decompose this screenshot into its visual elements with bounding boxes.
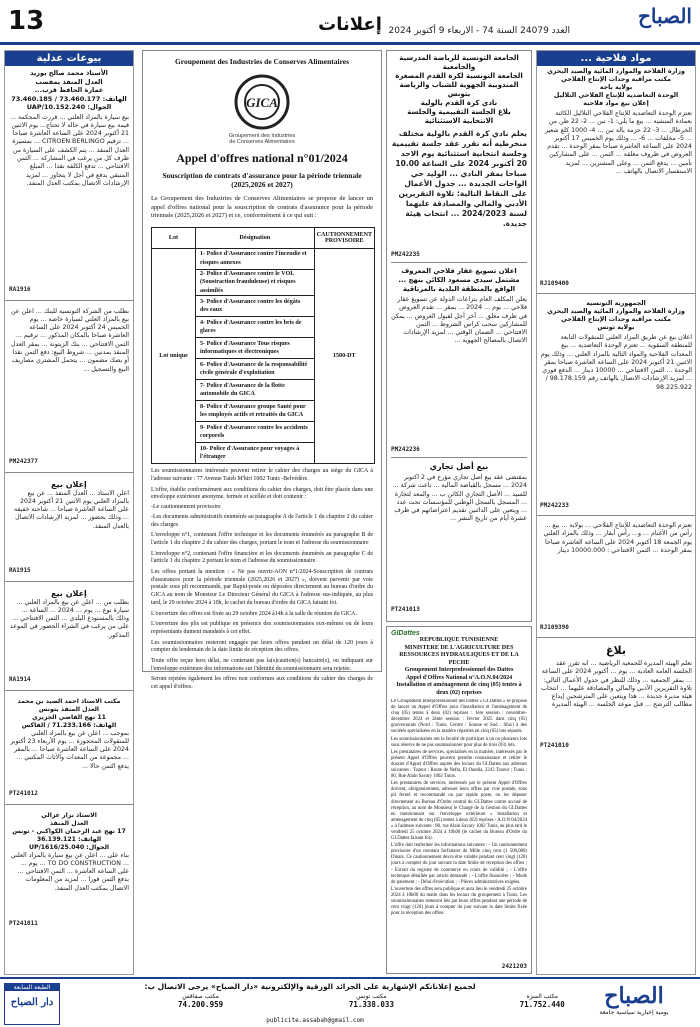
designation-cell: 4- Police d'Assurance contre les bris de glaces: [196, 317, 315, 338]
business-sale-head: بيع أصل تجاري: [429, 462, 489, 471]
footer-contact-tunis-label: مكتب تونس: [356, 993, 387, 1000]
tender-title: Appel d'offres national n°01/2024: [176, 151, 348, 165]
footer-email[interactable]: publicite.assabah@gmail.com: [266, 1017, 364, 1024]
issue-line: العدد 24079 السنة 74 - الاربعاء 9 أكتوبر 2024: [388, 26, 570, 36]
separator: [391, 457, 527, 458]
gica-logo-caption: Groupement des Industries de Conserves Alimentaires: [228, 133, 296, 145]
footer-left-logo: [4, 983, 60, 1025]
footer-contact-menzah-phone[interactable]: 71.752.440: [519, 1000, 565, 1009]
lease-notice-ref: PM242236: [391, 446, 420, 453]
tender-p7: Les offres portant la mention : « Ne pas ouvrir-AON n°1/2024-Souscription de contrats d'assurances pour la période triennale (2025,2026 et 2027) », doivent parvenir par voie postale sous pli recommandé, par Rapid-poste ou déposées directement au bureau d'ordre du GICA au nom de Monsieur Le Directeur Général du GICA à l'adresse sus-indiquée, au plus tard, le 29 octobre 2024 à 10h, le cachet du bureau d'ordre du GICA faisant foi.: [151, 569, 373, 606]
ad-4-ref: RA1914: [9, 675, 31, 683]
tender-p9: L'ouverture des plis est publique en présence des soumissionnaires eux-mêmes ou de leurs représentants dument mandatés à cet effet.: [151, 621, 373, 635]
tender-p10: Les soumissionnaires resteront engagés par leurs offres pendant un délai de 120 jours à compter du lendemain de la date limite de réception des offres.: [151, 639, 373, 654]
notice-ad-ref: PT241010: [540, 742, 569, 749]
designation-cell: 6- Police d'Assurance de la responsabilité civile générale d'exploitation: [196, 359, 315, 380]
section-title: إعلانات: [318, 14, 382, 35]
ad-1-ref: RA1916: [9, 285, 31, 293]
right-column-title: ... مواد فلاحية: [537, 51, 695, 66]
separator: [537, 637, 695, 638]
ad-5-body: بموجب ... أعلن عن بيع بالمزاد العلني للمنقولات المحجوزة ... يوم الأربعاء 23 أكتوبر 2024 على الساعة العاشرة صباحا ... بالمقر ... مجموعة من المعدات والأثاث المكتبي ... يدفع الثمن حالا ...: [10, 729, 129, 770]
separator: [391, 262, 527, 263]
lots-header-designation: Désignation: [196, 227, 315, 248]
caution-cell: 1500-DT: [314, 248, 374, 464]
ad-block-3: [5, 477, 133, 577]
farm-ad-3: [537, 520, 695, 633]
notice-ad-head: بلاغ: [606, 644, 626, 657]
lots-header-caution: CAUTIONNEMENT PROVISOIRE: [314, 227, 374, 248]
designation-cell: 9- Police d'Assurance contre les accidents corporels: [196, 422, 315, 443]
mid-arabic-column: [386, 50, 532, 622]
separator: [5, 690, 133, 691]
club-notice-head: الجامعة التونسية للرياضة المدرسية والجامعية الجامعة التونسية لكرة القدم المصغرة المندوبية الجهوية للشباب والرياضة بتونس نادي كرة القدم بالولية بلاغ الجلسة التقييمية والجلسة الانتخابية الاستثنائية: [395, 54, 523, 125]
ad-5-head: مكتب الاستاذ احمد الصيد بن محمد العدل المنفذ بتونس 11 نهج القاضي الجزيري الهاتف: 71.233.166 / الفاكس: [17, 697, 121, 729]
separator: [5, 804, 133, 805]
separator: [537, 515, 695, 516]
farm-ad-2-body: اعلان بيع عن طريق المزاد العلني للمنقولات التابعة للمنطقة السقوية ... تعتزم الوحدة التعاضدية ... بيع المعدات الفلاحية والمواد التالية بالمزاد العلني ... وذلك يوم الاثنين 21 أكتوبر 2024 على الساعة العاشرة صباحا بمقر الوحدة ... الثمن الافتتاحي ... 10000 دينار ... الدفع فوري ... لمزيد الإرشادات الاتصال بالهاتف رقم 98.178.159 / 98.225.922: [540, 334, 692, 391]
ad-4-body: بطلب من ... أعلن عن بيع بالمزاد العلني ... سيارة نوع ... يوم ... 2024 ... الساعة ... وذلك بالمستودع البلدي ... الثمن الافتتاحي ... على من يرغب في الشراء الحضور في الموعد المذكور.: [9, 598, 129, 639]
page-footer: [0, 977, 700, 1027]
farm-ad-1: [537, 66, 695, 289]
lot-cell: Lot unique: [152, 248, 196, 464]
dattes-body: [391, 699, 527, 961]
gidattes-logo: GIDattes: [391, 630, 420, 637]
tender-intro: Le Groupement des Industries de Conserves Alimentaires se propose de lancer un appel d'offres national pour la souscription de contrats d'assurance pour la période triennale (2025,2026 et 2027) et ce, conformément à ce qui suit :: [151, 195, 373, 220]
dattes-body-5: L'offre doit renfermer les informations suivantes : - Un cautionnement provisoire d'un montant forfaitaire de Mille cinq cent (1 500,000) Dinars. Ce cautionnement devra être valable pendant cent vingt (120) jours à compter du jour suivant la date limite de réception des offres ; - Extrait du registre de commerce en cours de validité ; - L'offre technique détaillée par article demandé ; - L'offre financière ; - Mode de paiement ; - Délai d'exécution ; - Pièces administratives exigées.: [391, 843, 527, 885]
footer-right-logo: [574, 983, 694, 1025]
dattes-body-6: L'ouverture des offres sera publique et aura lieu le vendredi 25 octobre 2024 à 10h00 du matin dans les locaux du groupement à Tunis. Les soumissionnaires resteront liés par leurs offres pendant une période de cent vingt (120) jours à compter du jour suivant la date limite fixée pour la réception des offres.: [391, 886, 527, 917]
business-sale-ref: PT241013: [391, 606, 420, 613]
dattes-h3: Groupement Interprofessionnel des Dattes: [404, 667, 514, 673]
ad-1-body: بيع سيارة بالمزاد العلني ... قررت المحكمة ... قيمة بيع سيارة في حالة لا تحتاج... يوم الاثنين 21 أكتوبر 2024 على الساعة العاشرة صباحا ... ترقيم CITROEN BERLINGO ... بمسيرة العدل المنفذ ... يتم الكشف على السيارة من طرف كل من يرغب في المشاركة ... الثمن الافتتاحي ... تدفع الكلفة نقدا ... المبلغ المتبقي يدفع في أجل لا يتجاوز ... لمزيد الإرشادات الاتصال بمكتب العدل المنفذ.: [10, 113, 129, 187]
ad-2-ref: PM242377: [9, 457, 38, 465]
lots-table-header-row: [152, 227, 375, 248]
lots-header-lot: Lot: [152, 227, 196, 248]
club-notice-body: يعلم نادي كرة القدم بالولية مختلف منخرطيه أنه تقرر عقد جلسة تقييمية وجلسة انتخابية استثنائية يوم الاحد 20 أكتوبر 2024 على الساعة 10.00 صباحا بمقر النادي ... الوليد حي الواحات الجديدة ... جدول الأعمال على النقاط التالية: تلاوة التقريرين الأدبي والمالي والمصادقة عليهما لسنة 2024/2023 ... انتخاب هيئة جديدة.: [391, 129, 527, 228]
designation-cell: 3- Police d'Assurance contre les dégâts des eaux: [196, 296, 315, 317]
footer-right-logo-text: الصباح: [604, 983, 664, 1009]
ad-2-body: بطلب من الشركة التونسية للبنك ... أعلن عن بيع بالمزاد العلني لسيارة خاصة ... يوم الخميس 24 أكتوبر 2024 على الساعة العاشرة صباحا بالمكان المذكور ... ترقيم ... الثمن الافتتاحي ... بنك الزيتونة ... بمقر العدل المنفذ بمدنين ... شروط البيع: دفع الثمن نقدا أو بصك مضمون ... يتحمل المشتري مصاريف البيع والتسجيل ...: [10, 307, 129, 373]
dattes-h4: Appel d'Offres National n°A.O.N.04/2024: [405, 674, 513, 681]
separator: [5, 472, 133, 473]
tender-p6: L'enveloppe n°2, contenant l'offre financière et les documents énumérés au paragraphe C de l'article 1 du chapitre 2 portant le nom et l'adresse du soumissionnaire.: [151, 550, 373, 565]
ad-block-4: [5, 586, 133, 686]
tender-p5: L'enveloppe n°1, contenant l'offre technique et les documents énumérés au paragraphe B de l'article 1 du chapitre 2 du cahier des charges, portant le nom et l'adresse du soumissionnaire: [151, 532, 373, 546]
ad-block-2: [5, 305, 133, 468]
header-rule: [0, 42, 700, 45]
separator: [5, 300, 133, 301]
dattes-ref: 2421203: [501, 963, 527, 970]
tender-p12: Seront rejetées également les offres non conformes aux conditions du cahier des charges de cet appel d'offres.: [151, 676, 373, 691]
footer-contact-sfax: [60, 993, 228, 1009]
footer-contacts: [60, 993, 570, 1009]
farm-ad-1-ref: RJ109400: [540, 280, 569, 287]
lease-notice-head: اعلان تسويغ عقار فلاحي المعروف مشتمل سيدي مسعود الكائن بنهج ... الواقع بالمنطقة البلدية بالمرناقية: [398, 267, 520, 293]
footer-contact-line: لجميع إعلاناتكم الإشهارية على الجرائد الورقية والإلكترونية «دار الصباح» يرجى الاتصال ب:: [144, 982, 476, 991]
designation-cell: 8- Police d'Assurance groupe Santé pour les employés actifs et retraités du GICA: [196, 401, 315, 422]
lots-table-body: [152, 248, 375, 464]
dattes-body-1: Le Groupement Interprofessionnel des Dattes « GI.Dattes » se propose de lancer un Appel d'Offres pour l'installation et l'aménagement de cinq (05) tentes à deux (02) reprises : 1ère session : novembre-décembre 2024 et 2ème session : février 2025 dans cinq (05) gouvernorats (Nord : Tunis, Centre : Sousse et Sud : Sfax) à des sociétés spécialisées en la matière réparties en cinq (05) lots séparés.: [391, 699, 527, 735]
club-notice-ref: PM242235: [391, 251, 420, 258]
dattes-tender: [386, 626, 532, 974]
tender-p2: L'offre, établie conformément aux conditions du cahier des charges, doit être placée dans une enveloppe extérieure anonyme, fermée et scellée et doit contenir :: [151, 486, 373, 501]
right-column: [536, 50, 696, 975]
page-number: 13: [8, 6, 45, 36]
ad-block-6: [5, 809, 133, 930]
dattes-h2: MINISTERE DE L'AGRICULTURE DES RESSOURCES HYDRAULIQUES ET DE LA PECHE: [399, 644, 519, 666]
designation-cell: 1- Police d'Assurance contre l'incendie et risques annexes: [196, 248, 315, 269]
footer-left-top: الطبعة السابعة: [5, 984, 59, 991]
notice-ad: [537, 642, 695, 751]
footer-contact-sfax-phone[interactable]: 74.200.959: [177, 1000, 224, 1009]
separator: [5, 581, 133, 582]
farm-ad-3-body: تعتزم الوحدة التعاضدية للإنتاج الفلاحي ... بولاية ... بيع ... رأس من الأغنام ... و... رأس أبقار ... وذلك بالمزاد العلني يوم الجمعة 18 أكتوبر 2024 على الساعة العاشرة صباحا بمقر الوحدة ... الثمن الافتتاحي : 10000.000 دينار: [543, 522, 692, 554]
gica-logo-text: GICA: [246, 95, 278, 110]
tender-subtitle: Souscription de contrats d'assurance pour la période triennale (2025,2026 et 2027): [162, 171, 362, 189]
ad-4-head: إعلان بيع: [51, 588, 87, 598]
farm-ad-1-body: تعتزم الوحدة التعاضدية للإنتاج الفلاحي التلاليل الكائنة بعمادة المنشية ... بيع ما يلي: 1- تبن ... 2- 22 طن من الخرطال ... 3- 22 حزمة بالة تبن ... 4- 1000 كلغ شعير ... 5- مخلفات ... 6- ... وذلك يوم الخميس 17 أكتوبر 2024 على الساعة العاشرة صباحا بمقر الوحدة ... تقدم العروض في ظروف مغلقة ... الثمن ... على المشاركين تأمين ... يدفع الثمن ... وعلى المشترين ... لمزيد الاستفسار الاتصال بالهاتف ...: [544, 110, 692, 176]
dattes-body-3: Les prestataires de services, spécialisés en la matière, intéressés par le présent Appel d'Offres peuvent prendre connaissance et retirer le dossier d'Appel d'Offres auprès des locaux du GI.Dattes aux adresses suivantes : Tozeur : Route de Nefta, El Ouedia, 2243 Tozeur ; Tunis : 80, Rue Alain Savary 1002 Tunis.: [391, 749, 527, 780]
footer-left-logo-text: دار الصباح: [10, 997, 54, 1008]
farm-ad-2-head: الجمهورية التونسية وزارة الفلاحة والموارد المائية والصيد البحري مكتب مراقبة وحدات الإنتاج الفلاحي بولاية تونس: [547, 300, 685, 331]
ad-block-1: [5, 66, 133, 296]
footer-contact-menzah: [402, 993, 570, 1009]
tender-p11: Toute offre reçue hors délai, ne contenant pas la(s)caution(s) bancaire(s), ou indiquant sur l'enveloppe extérieure des informations sur l'identité du soumissionnaire sera rejetée.: [151, 658, 373, 672]
footer-contact-sfax-label: مكتب صفاقس: [182, 993, 219, 1000]
designation-cell: 2- Police d'Assurance contre le VOL (Soustraction frauduleuse) et risques assimilés: [196, 269, 315, 296]
tender-p3: -Le cautionnement provisoire: [151, 504, 221, 511]
designation-cell: 5- Police d'Assurance Tous risques informatiques et électroniques: [196, 338, 315, 359]
left-column-title: بيوعات عدلية: [5, 51, 133, 66]
ad-3-body: أعلن الأستاذ ... العدل المنفذ ... عن بيع بالمزاد العلني يوم الاثنين 21 أكتوبر 2024 على الساعة العاشرة صباحا ... شاحنة خفيفة ... وذلك بحضور ... لمزيد الإرشادات الاتصال بالعدل المنفذ.: [14, 489, 129, 530]
ad-6-ref: PT241011: [9, 919, 38, 927]
farm-ad-1-head: وزارة الفلاحة والموارد المائية والصيد البحري مكتب مراقبة وحدات الإنتاج الفلاحي بولاية باجة الوحدة التعاضدية للإنتاج الفلاحي التلاليل إعلان بيع مواد فلاحية: [547, 68, 685, 107]
dattes-body-4: Les prestataires de services, intéressés par le présent Appel d'Offres doivent, obligatoirement, adresser leurs offres par voie postale, sous pli fermé et recommandé ou par rapide poste, ou les déposer directement au Bureau d'Ordre central du GI.Dattes contre accusé de réception, au nom de Monsieur le Chargé de la Gestion du GI.Dattes en mentionnant sur l'enveloppe extérieure « Installation et aménagement de cinq (05) tentes à deux (02) reprises - A.O.N 04/2024 » à l'adresse suivante : 80, rue Alain Savary 1002 Tunis, au plus tard le vendredi 25 octobre 2024 à 10h00 (le cachet du Bureau d'Ordre du GI.Dattes faisant foi).: [391, 781, 527, 842]
ad-6-body: بناء على ... أعلن عن بيع سيارة بالمزاد العلني ... TO DO CONSTRUCTION ... يوم ... على الساعة العاشرة ... الثمن الافتتاحي ... يدفع الثمن فورا ... لمزيد من المعلومات الاتصال بمكتب العدل المنفذ.: [10, 851, 129, 892]
masthead-logo: [638, 4, 692, 28]
ad-6-head: الاستاذ نزار عزالي العدل المنفذ 17 نهج عبد الرحمان الكواكبي - تونس الهاتف: 36.139.121 الجوال: 25.040/UP/1616: [12, 811, 126, 851]
ad-1-head: الأستاذ محمد صالح بوزيد العدل المنفذ بمقصب عمارة الحافظ قرب... الهاتف: 73.460.177 / 73.460.185 الجوال: 152.240.UAP/10: [11, 69, 127, 111]
gica-org-name: Groupement des Industries de Conserves Alimentaires: [174, 57, 350, 66]
separator: [537, 293, 695, 294]
farm-ad-2: [537, 298, 695, 511]
tender-p4: -Les documents administratifs énumérés au paragraphe A de l'article 1 du chapitre 2 du cahier des charges: [151, 513, 373, 528]
ad-block-5: [5, 695, 133, 800]
tender-p1: Les soumissionnaires intéressés peuvent retirer le cahier des charges au siège du GICA à l'adresse suivante : 77 Avenue Taieb M'hiri 1002 Tunis -Belvédère.: [151, 468, 373, 482]
gica-logo-icon: [232, 72, 292, 132]
masthead-logo-text: الصباح: [637, 4, 692, 28]
footer-contact-menzah-label: مكتب المنزه: [526, 993, 558, 1000]
gica-column: [142, 50, 382, 975]
ad-3-ref: RA1915: [9, 566, 31, 574]
dattes-h5: Installation et aménagement de cinq (05) tentes à deux (02) reprises: [396, 682, 522, 696]
footer-contact-tunis-phone[interactable]: 71.338.033: [348, 1000, 394, 1009]
designation-cell: 7- Police d'Assurance de la flotte automobile du GICA: [196, 380, 315, 401]
footer-contact-tunis: [231, 993, 399, 1009]
lease-notice-body: يعلن المكلف العام بنزاعات الدولة عن تسويغ عقار فلاحي ... يوم ... 2024 ... بمقر ... تقدم العروض في ظرف مغلق ... آخر أجل لقبول العروض ... يمكن للمشاركين سحب كراس الشروط ... الثمن الافتتاحي ... الضمان الوقتي ... لمزيد الإرشادات الاتصال بالمصالح الجهوية ...: [391, 296, 527, 345]
page-header: [0, 0, 700, 44]
gica-tender: [142, 50, 382, 691]
lots-table-row: [152, 248, 375, 269]
farm-ad-3-ref: RJ109390: [540, 624, 569, 631]
farm-ad-2-ref: PM242233: [540, 502, 569, 509]
notice-ad-body: تعلم الهيئة المديرة للجمعية الرياضية ... أنه تقرر عقد الجلسة العامة العادية ... يوم ... أكتوبر 2024 على الساعة ... بمقر الجمعية ... وذلك للنظر في جدول الأعمال التالي: تلاوة التقريرين الأدبي والمالي والمصادقة عليهما ... انتخاب هيئة مديرة جديدة ... هذا ويتعين على المترشحين إيداع مطالب الترشح ... قبل موعد الجلسة ... الهيئة المديرة: [541, 660, 692, 709]
left-column: [4, 50, 134, 975]
business-sale-body: بمقتضى عقد بيع أصل تجاري مؤرخ في 2 أكتوبر 2024 ... مسجل بالقباضة المالية ... باعت شركة ... للسيد ... الأصل التجاري الكائن ب ... والمعد لتجارة ... المسجل بالسجل الوطني للمؤسسات تحت عدد ... ويتعين على الدائنين تقديم اعتراضاتهم في ظرف عشرة أيام من تاريخ النشر ...: [392, 474, 527, 523]
dattes-body-2: Les soumissionnaires ont la faculté de participer à un ou plusieurs lots sous réserve de ne pas soumissionner pour plus de trois (03) lots.: [391, 736, 527, 748]
dattes-h1: REPUBLIQUE TUNISIENNE: [419, 637, 499, 643]
lots-table: [151, 227, 375, 465]
footer-right-tagline: يومية إخبارية سياسية جامعة: [599, 1009, 669, 1016]
ad-5-ref: PT241012: [9, 789, 38, 797]
designation-cell: 10- Police d'Assurance pour voyages à l'étranger: [196, 443, 315, 464]
tender-p8: L'ouverture des offres est fixée au 29 octobre 2024 à14h à la salle de réunion du GICA.: [151, 610, 357, 617]
ad-3-head: إعلان بيع: [51, 479, 87, 489]
